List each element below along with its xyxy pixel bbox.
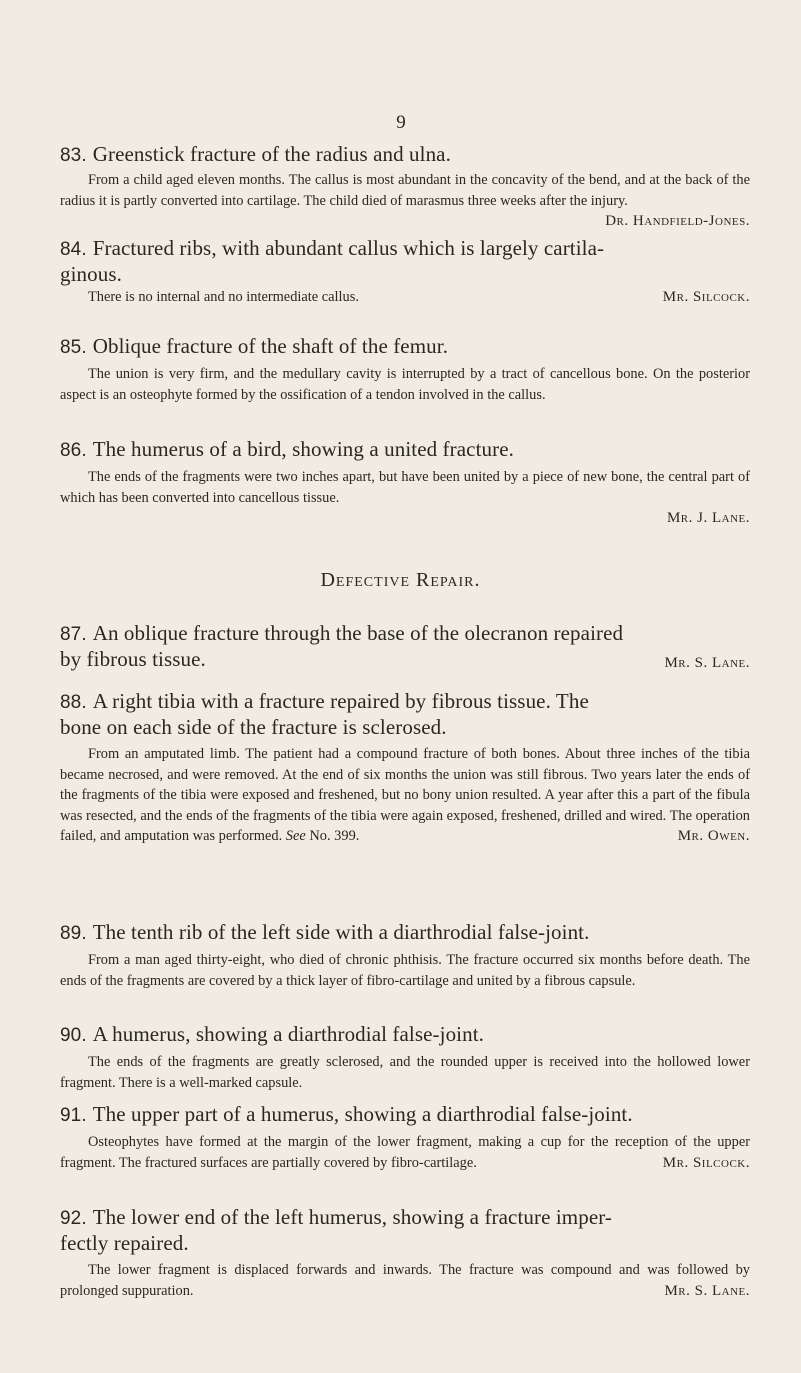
entry-title-continuation: fectly repaired. <box>60 1231 189 1255</box>
entry-heading <box>60 1205 750 1256</box>
entry-90 <box>60 1022 750 1093</box>
entry-92 <box>60 1205 750 1301</box>
entry-title: A humerus, showing a diarthrodial false-joint. <box>92 1022 484 1046</box>
entry-heading <box>60 1022 750 1048</box>
entry-title: The upper part of a humerus, showing a diarthrodial false-joint. <box>92 1102 633 1126</box>
entry-number: 92. <box>60 1208 87 1229</box>
entry-title: Fractured ribs, with abundant callus which is largely cartila- <box>92 236 605 260</box>
entry-description: From an amputated limb. The patient had a compound fracture of both bones. About three inches of the tibia became necrosed, and were removed. At the end of six months the union was still fibrous. Two years later the ends of the fragments of the tibia were exposed and freshened, but no bony union resulted. A year after this a part of the fibula was resected, and the ends of the fragments of the tibia were again exposed, freshened, drilled and wired. The operation failed, and amputation was performed. <box>60 746 750 844</box>
entry-description: Osteophytes have formed at the margin of the lower fragment, making a cup for the reception of the upper fragment. The fractured surfaces are partially covered by fibro-cartilage. <box>60 1134 750 1171</box>
entry-attribution: Mr. Silcock. <box>662 289 750 305</box>
entry-description: From a child aged eleven months. The callus is most abundant in the concavity of the bend, and at the back of the radius it is partly converted into cartilage. The child died of marasmus three weeks after the injury. <box>60 172 750 209</box>
entry-title: The lower end of the left humerus, showing a fracture imper- <box>92 1205 613 1229</box>
entry-body <box>60 950 750 991</box>
entry-number: 89. <box>60 923 87 944</box>
entry-85 <box>60 334 750 405</box>
entry-number: 86. <box>60 440 87 461</box>
entry-83 <box>60 142 750 232</box>
entry-description: The ends of the fragments are greatly sclerosed, and the rounded upper is received into the hollowed lower fragment. There is a well-marked capsule. <box>60 1054 750 1091</box>
entry-body <box>60 744 750 847</box>
entry-description: From a man aged thirty-eight, who died of chronic phthisis. The fracture occurred six months before death. The ends of the fragments are covered by a thick layer of fibro-cartilage and united by a fibrous capsule. <box>60 952 750 989</box>
page-number: 9 <box>396 112 406 133</box>
entry-description: The lower fragment is displaced forwards and inwards. The fracture was compound and was followed by prolonged suppuration. <box>60 1262 750 1299</box>
entry-title-continuation <box>60 647 750 672</box>
entry-body <box>60 1132 750 1173</box>
see-also-reference: No. 399. <box>309 828 360 844</box>
entry-number: 88. <box>60 692 87 713</box>
entry-attribution: Mr. S. Lane. <box>664 1282 750 1299</box>
entry-89 <box>60 920 750 991</box>
entry-attribution: Mr. S. Lane. <box>664 655 750 671</box>
entry-title: The humerus of a bird, showing a united fracture. <box>92 437 514 461</box>
entry-body <box>60 287 750 308</box>
entry-88 <box>60 689 750 847</box>
entry-number: 91. <box>60 1105 87 1126</box>
entry-number: 84. <box>60 239 87 260</box>
entry-title-continuation: bone on each side of the fracture is sclerosed. <box>60 715 447 739</box>
entry-heading <box>60 1102 750 1128</box>
entry-body <box>60 467 750 508</box>
section-title: Defective Repair. <box>320 569 481 591</box>
entry-title: Oblique fracture of the shaft of the femur. <box>92 334 449 358</box>
entry-body <box>60 364 750 405</box>
entry-title: The tenth rib of the left side with a diarthrodial false-joint. <box>92 920 590 944</box>
entry-description: There is no internal and no intermediate callus. <box>88 289 359 305</box>
see-also-label: See <box>285 828 306 844</box>
entry-91 <box>60 1102 750 1173</box>
entry-attribution: Mr. Owen. <box>677 828 750 844</box>
entry-body <box>60 1052 750 1093</box>
entry-title-continuation-text: by fibrous tissue. <box>60 647 206 671</box>
entry-title-continuation: ginous. <box>60 262 122 286</box>
entry-heading <box>60 689 750 740</box>
entry-heading <box>60 142 750 168</box>
entry-heading <box>60 334 750 360</box>
entry-attribution: Mr. Silcock. <box>662 1154 750 1171</box>
entry-description: The union is very firm, and the medullary cavity is interrupted by a tract of cancellous bone. On the posterior aspect is an osteophyte formed by the ossification of a tendon involved in the callus. <box>60 366 750 403</box>
entry-heading <box>60 236 750 287</box>
entry-attribution: Dr. Handfield-Jones. <box>605 213 750 229</box>
entry-heading <box>60 920 750 946</box>
entry-attribution: Mr. J. Lane. <box>666 510 750 526</box>
entry-body <box>60 1260 750 1301</box>
entry-heading <box>60 437 750 463</box>
entry-number: 85. <box>60 337 87 358</box>
entry-description: The ends of the fragments were two inches apart, but have been united by a piece of new bone, the central part of which has been converted into cancellous tissue. <box>60 469 750 506</box>
entry-84 <box>60 236 750 308</box>
entry-title: A right tibia with a fracture repaired by fibrous tissue. The <box>92 689 589 713</box>
entry-title: Greenstick fracture of the radius and ulna. <box>92 142 451 166</box>
entry-87 <box>60 621 750 676</box>
entry-number: 90. <box>60 1025 87 1046</box>
entry-86 <box>60 437 750 528</box>
entry-number: 87. <box>60 624 87 645</box>
entry-body <box>60 170 750 229</box>
entry-title: An oblique fracture through the base of the olecranon repaired <box>92 621 624 645</box>
entry-number: 83. <box>60 145 87 166</box>
entry-heading <box>60 621 750 672</box>
